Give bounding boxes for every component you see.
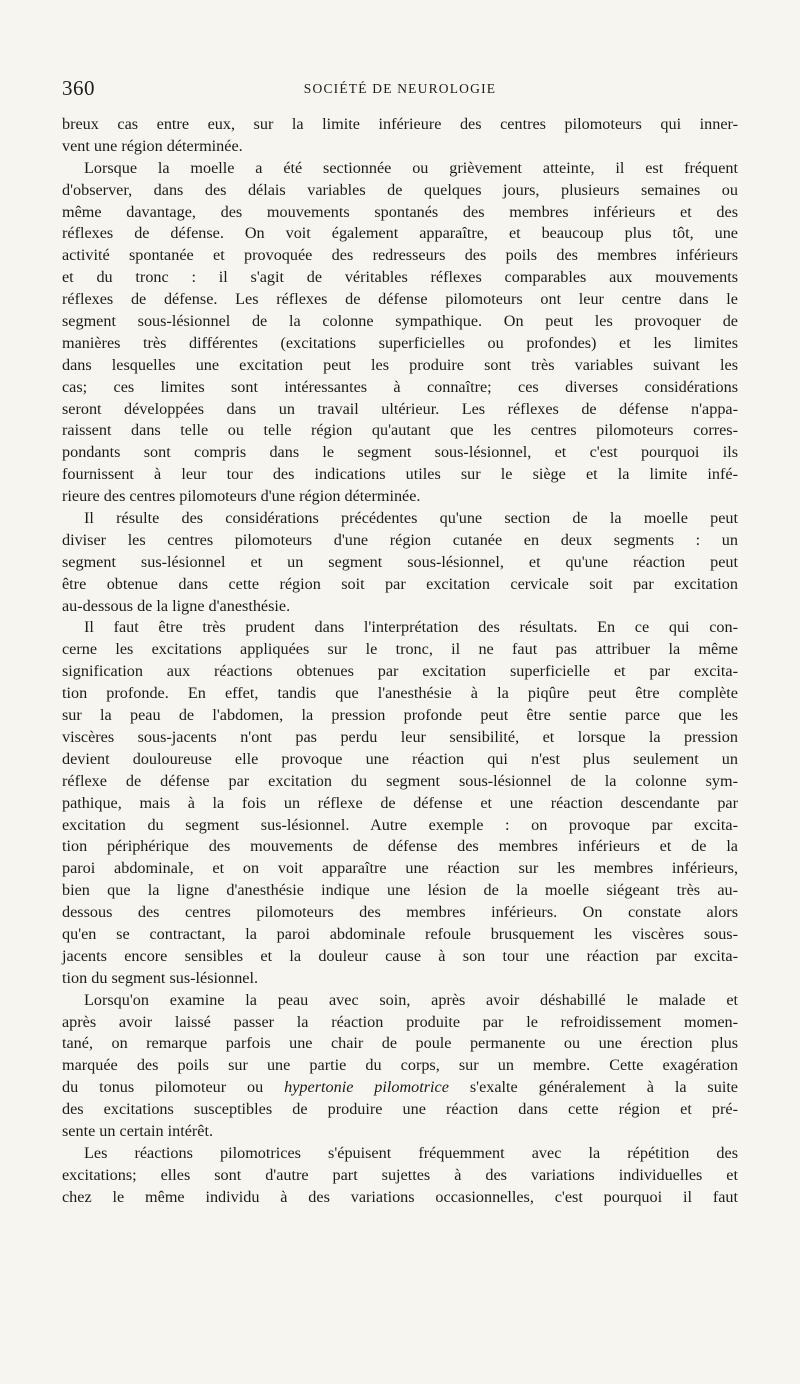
text-line: bien que la ligne d'anesthésie indique une lésion de la moelle siégeant très au-	[62, 881, 738, 900]
text-segment: du tonus pilomoteur ou	[62, 1078, 285, 1097]
text-line: fournissent à leur tour des indications utiles sur le siège et la limite infé-	[62, 465, 738, 484]
text-line: sur la peau de l'abdomen, la pression profonde peut être sentie parce que les	[62, 706, 738, 725]
text-line: Les réactions pilomotrices s'épuisent fréquemment avec la répétition des	[84, 1143, 738, 1162]
text-line: paroi abdominale, et on voit apparaître une réaction sur les membres inférieurs,	[62, 859, 738, 878]
text-line: jacents encore sensibles et la douleur cause à son tour une réaction par excita-	[62, 946, 738, 965]
text-line: tion périphérique des mouvements de défense des membres inférieurs et de la	[62, 837, 738, 856]
text-line: vent une région déterminée.	[62, 136, 243, 155]
text-line: cerne les excitations appliquées sur le tronc, il ne faut pas attribuer la même	[62, 640, 738, 659]
text-line: après avoir laissé passer la réaction produite par le refroidissement momen-	[62, 1012, 738, 1031]
text-line: dans lesquelles une excitation peut les produire sont très variables suivant les	[62, 355, 738, 374]
text-line: excitations; elles sont d'autre part sujettes à des variations individuelles et	[62, 1165, 738, 1184]
italic-term: hypertonie pilomotrice	[284, 1078, 449, 1097]
running-head: SOCIÉTÉ DE NEUROLOGIE	[303, 81, 497, 96]
text-line: Il résulte des considérations précédentes qu'une section de la moelle peut	[84, 509, 738, 528]
text-line: sente un certain intérêt.	[62, 1121, 214, 1140]
text-line: seront développées dans un travail ultérieur. Les réflexes de défense n'appa-	[62, 399, 738, 418]
text-line: diviser les centres pilomoteurs d'une région cutanée en deux segments : un	[62, 530, 738, 549]
page-header	[62, 72, 738, 102]
text-line: être obtenue dans cette région soit par excitation cervicale soit par excitation	[62, 574, 738, 593]
text-line: viscères sous-jacents n'ont pas perdu leur sensibilité, et lorsque la pression	[62, 727, 738, 746]
text-line: manières très différentes (excitations superficielles ou profondes) et les limites	[62, 333, 738, 352]
text-line: segment sus-lésionnel et un segment sous-lésionnel, et qu'une réaction peut	[62, 552, 738, 571]
text-line: segment sous-lésionnel de la colonne sympathique. On peut les provoquer de	[62, 312, 738, 331]
text-line: breux cas entre eux, sur la limite inférieure des centres pilomoteurs qui inner-	[62, 115, 738, 133]
text-line: signification aux réactions obtenues par excitation superficielle et par excita-	[62, 662, 738, 681]
text-line: qu'en se contractant, la paroi abdominale refoule brusquement les viscères sous-	[62, 924, 738, 943]
text-line: même davantage, des mouvements spontanés des membres inférieurs et des	[62, 202, 738, 221]
text-line: tion profonde. En effet, tandis que l'anesthésie à la piqûre peut être complète	[62, 684, 738, 703]
text-line: rieure des centres pilomoteurs d'une région déterminée.	[62, 487, 421, 506]
body-text	[62, 114, 738, 1209]
text-line: réflexes de défense. Les réflexes de défense pilomoteurs ont leur centre dans le	[62, 290, 738, 309]
text-line: Lorsque la moelle a été sectionnée ou grièvement atteinte, il est fréquent	[84, 158, 738, 177]
text-line: cas; ces limites sont intéressantes à connaître; ces diverses considérations	[62, 377, 738, 396]
text-line: et du tronc : il s'agit de véritables réflexes comparables aux mouvements	[62, 268, 738, 287]
text-line: tion du segment sus-lésionnel.	[62, 968, 259, 987]
text-line: marquée des poils sur une partie du corps, sur un membre. Cette exagération	[62, 1056, 738, 1075]
text-line: Il faut être très prudent dans l'interprétation des résultats. En ce qui con-	[84, 618, 738, 637]
text-line: activité spontanée et provoquée des redresseurs des poils des membres inférieurs	[62, 246, 738, 265]
text-line: dessous des centres pilomoteurs des membres inférieurs. On constate alors	[62, 903, 738, 922]
text-line	[62, 1077, 738, 1099]
text-segment: s'exalte généralement à la suite	[448, 1078, 738, 1097]
text-line: chez le même individu à des variations occasionnelles, c'est pourquoi il faut	[62, 1187, 738, 1206]
text-line: pathique, mais à la fois un réflexe de défense et une réaction descendante par	[62, 793, 738, 812]
text-line: d'observer, dans des délais variables de quelques jours, plusieurs semaines ou	[62, 180, 738, 199]
text-line: pondants sont compris dans le segment sous-lésionnel, et c'est pourquoi ils	[62, 443, 738, 462]
text-line: tané, on remarque parfois une chair de poule permanente ou une érection plus	[62, 1034, 738, 1053]
text-line: devient douloureuse elle provoque une réaction qui n'est plus seulement un	[62, 749, 738, 768]
text-line: réflexe de défense par excitation du segment sous-lésionnel de la colonne sym-	[62, 771, 738, 790]
text-line: raissent dans telle ou telle région qu'autant que les centres pilomoteurs corres-	[62, 421, 738, 440]
text-line: des excitations susceptibles de produire une réaction dans cette région et pré-	[62, 1100, 738, 1119]
text-line: excitation du segment sus-lésionnel. Autre exemple : on provoque par excita-	[62, 815, 738, 834]
text-line: réflexes de défense. On voit également apparaître, et beaucoup plus tôt, une	[62, 224, 738, 243]
page-number: 360	[62, 76, 95, 100]
text-line: Lorsqu'on examine la peau avec soin, après avoir déshabillé le malade et	[84, 990, 738, 1009]
text-line: au-dessous de la ligne d'anesthésie.	[62, 596, 291, 615]
